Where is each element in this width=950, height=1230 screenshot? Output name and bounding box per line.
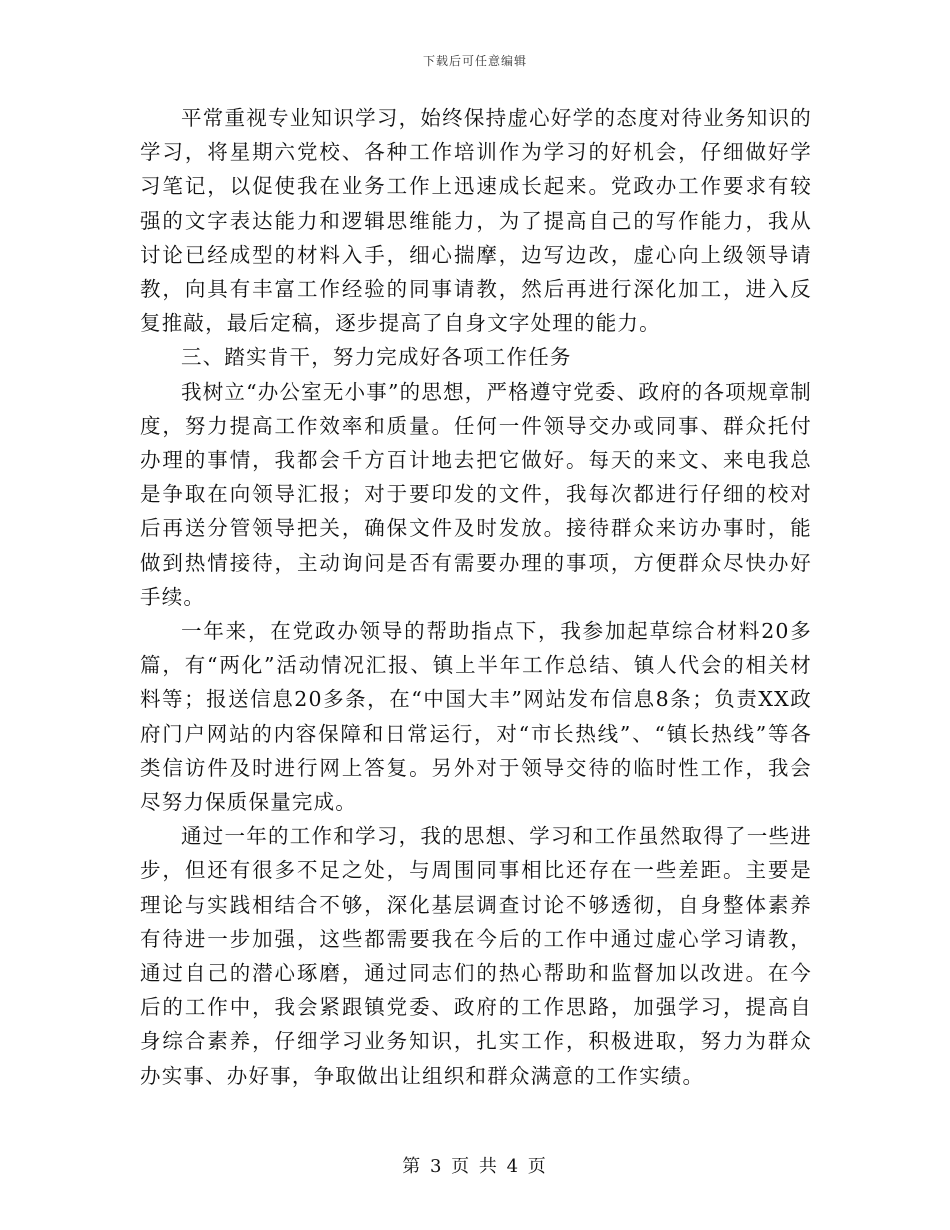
paragraph-achievements: 一年来，在党政办领导的帮助指点下，我参加起草综合材料20多篇，有“两化”活动情况汇报、镇上半年工作总结、镇人代会的相关材料等；报送信息20多条，在“中国大丰”网站发布信息8条；负责XX政府门户网站的内容保障和日常运行，对“市长热线”、“镇长热线”等各类信访件及时进行网上答复。另外对于领导交待的临时性工作，我会尽努力保质保量完成。 [140,619,812,815]
paragraph-shortcomings: 通过一年的工作和学习，我的思想、学习和工作虽然取得了一些进步，但还有很多不足之处，与周围同事相比还存在一些差距。主要是理论与实践相结合不够，深化基层调查讨论不够透彻，自身整体素养有待进一步加强，这些都需要我在今后的工作中通过虚心学习请教，通过自己的潜心琢磨，通过同志们的热心帮助和监督加以改进。在今后的工作中，我会紧跟镇党委、政府的工作思路，加强学习，提高自身综合素养，仔细学习业务知识，扎实工作，积极进取，努力为群众办实事、办好事，争取做出让组织和群众满意的工作实绩。 [140,824,812,1088]
page-header: 下载后可任意编辑 [422,54,527,68]
section-heading: 三、踏实肯干，努力完成好各项工作任务 [181,345,572,370]
paragraph-study: 平常重视专业知识学习，始终保持虚心好学的态度对待业务知识的学习，将星期六党校、各种工作培训作为学习的好机会，仔细做好学习笔记，以促使我在业务工作上迅速成长起来。党政办工作要求有较强的文字表达能力和逻辑思维能力，为了提高自己的写作能力，我从讨论已经成型的材料入手，细心揣摩，边写边改，虚心向上级领导请教，向具有丰富工作经验的同事请教，然后再进行深化加工，进入反复推敲，最后定稿，逐步提高了自身文字处理的能力。 [140,106,812,336]
paragraph-office-work: 我树立“办公室无小事”的思想，严格遵守党委、政府的各项规章制度，努力提高工作效率和质量。任何一件领导交办或同事、群众托付办理的事情，我都会千方百计地去把它做好。每天的来文、来电我总是争取在向领导汇报；对于要印发的文件，我每次都进行仔细的校对后再送分管领导把关，确保文件及时发放。接待群众来访办事时，能做到热情接待，主动询问是否有需要办理的事项，方便群众尽快办好手续。 [140,379,812,609]
page-number-footer: 第 3 页 共 4 页 [402,1156,548,1177]
document-body [140,101,812,1093]
